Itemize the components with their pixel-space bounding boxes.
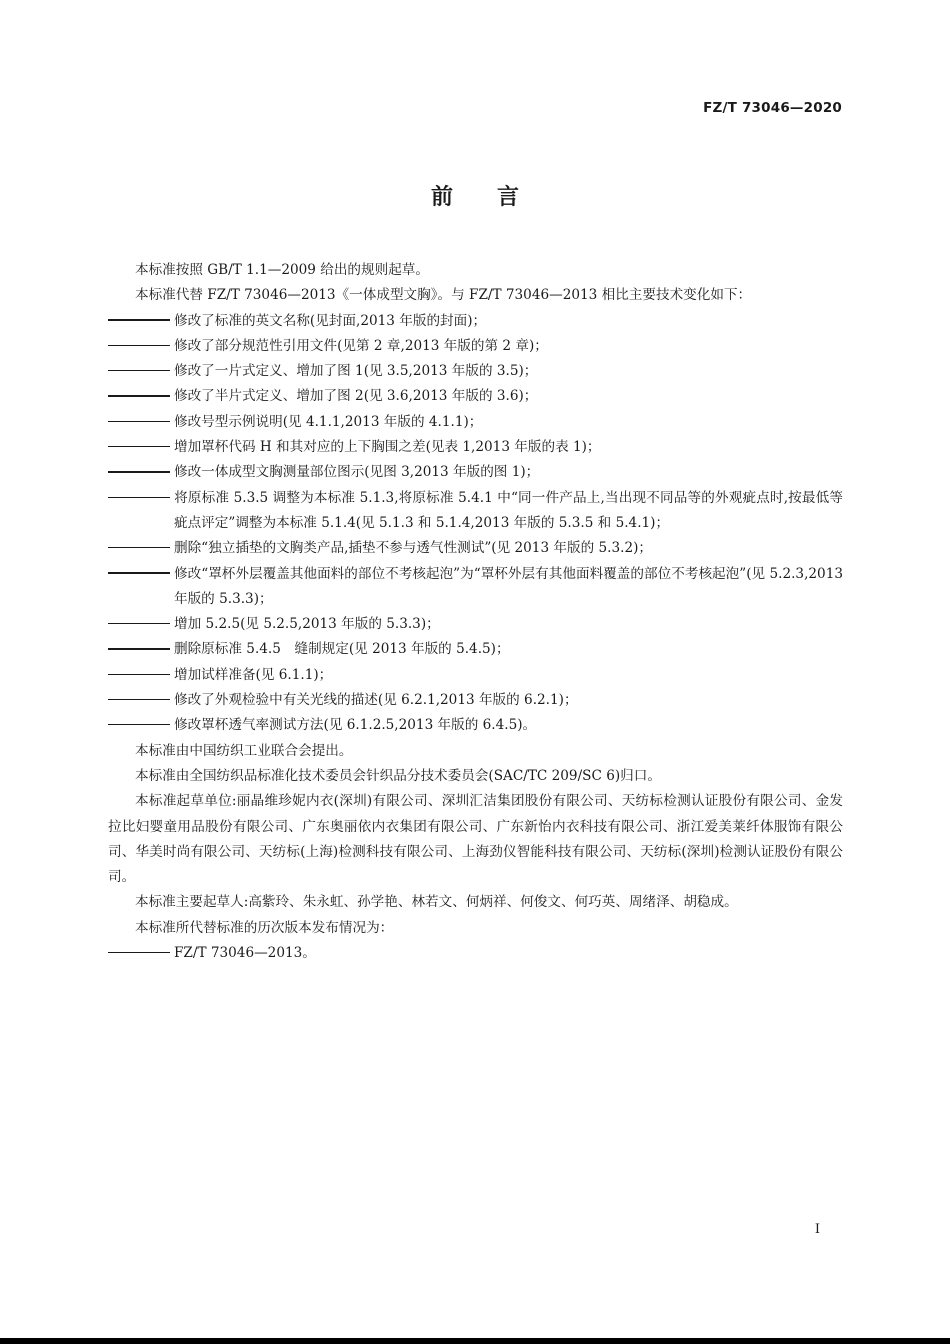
change-text: 将原标准 5.3.5 调整为本标准 5.1.3,将原标准 5.4.1 中“同一件产品上,当出现不同品等的外观疵点时,按最低等疵点评定”调整为本标准 5.1.4(见 5.1.3 和 5.1.4,2013 年版的 5.3.5 和 5.4.1)； (174, 489, 843, 531)
dash-marker (108, 663, 174, 688)
change-text: 修改了半片式定义、增加了图 2(见 3.6,2013 年版的 3.6)； (174, 388, 538, 405)
dash-marker (108, 486, 174, 511)
change-item (108, 562, 843, 613)
standard-code: FZ/T 73046—2020 (703, 100, 842, 116)
change-item (108, 384, 843, 409)
change-item (108, 435, 843, 460)
paragraph: 本标准所代替标准的历次版本发布情况为： (135, 919, 394, 936)
change-text: 修改一体成型文胸测量部位图示(见图 3,2013 年版的图 1)； (174, 464, 540, 481)
change-item (108, 688, 843, 713)
change-text: 增加罩杯代码 H 和其对应的上下胸围之差(见表 1,2013 年版的表 1)； (174, 439, 601, 456)
change-item (108, 637, 843, 662)
dash-marker (108, 460, 174, 485)
change-item (108, 309, 843, 334)
change-text: 修改了部分规范性引用文件(见第 2 章,2013 年版的第 2 章)； (174, 337, 548, 354)
foreword-body (108, 258, 843, 966)
change-item (108, 460, 843, 485)
dash-marker (108, 435, 174, 460)
paragraph: 本标准起草单位:丽晶维珍妮内衣(深圳)有限公司、深圳汇洁集团股份有限公司、天纺标检测认证股份有限公司、金发拉比妇婴童用品股份有限公司、广东奥丽依内衣集团有限公司、广东新怡内衣科技有限公司、浙江爱美莱纤体服饰有限公司、华美时尚有限公司、天纺标(上海)检测科技有限公司、上海劲仪智能科技有限公司、天纺标(深圳)检测认证股份有限公司。 (108, 793, 843, 886)
change-text: 增加 5.2.5(见 5.2.5,2013 年版的 5.3.3)； (174, 616, 440, 633)
change-item (108, 536, 843, 561)
dash-marker (108, 334, 174, 359)
page-number: I (814, 1222, 820, 1237)
change-item (108, 486, 843, 537)
change-text: 修改罩杯透气率测试方法(见 6.1.2.5,2013 年版的 6.4.5)。 (174, 717, 537, 734)
dash-marker (108, 536, 174, 561)
change-item (108, 359, 843, 384)
dash-marker (108, 359, 174, 384)
bottom-border (0, 1338, 950, 1344)
dash-marker (108, 309, 174, 334)
history-text: FZ/T 73046—2013。 (174, 945, 316, 962)
dash-marker (108, 384, 174, 409)
page-title (0, 180, 950, 211)
paragraph: 本标准由全国纺织品标准化技术委员会针织品分技术委员会(SAC/TC 209/SC 6)归口。 (135, 767, 661, 784)
history-item (108, 941, 843, 966)
dash-marker (108, 410, 174, 435)
title-char-2: 言 (497, 185, 520, 210)
change-text: 增加试样准备(见 6.1.1)； (174, 666, 333, 683)
change-text: 修改了标准的英文名称(见封面,2013 年版的封面)； (174, 312, 487, 329)
paragraph: 本标准按照 GB/T 1.1—2009 给出的规则起草。 (135, 262, 429, 278)
dash-marker (108, 688, 174, 713)
paragraph: 本标准由中国纺织工业联合会提出。 (135, 742, 353, 759)
change-text: 修改了外观检验中有关光线的描述(见 6.2.1,2013 年版的 6.2.1)； (174, 692, 578, 709)
change-item (108, 334, 843, 359)
dash-marker (108, 612, 174, 637)
dash-marker (108, 562, 174, 587)
change-item (108, 410, 843, 435)
paragraph: 本标准代替 FZ/T 73046—2013《一体成型文胸》。与 FZ/T 73046—2013 相比主要技术变化如下： (135, 287, 752, 304)
dash-marker (108, 713, 174, 738)
change-text: 修改“罩杯外层覆盖其他面料的部位不考核起泡”为“罩杯外层有其他面料覆盖的部位不考核起泡”(见 5.2.3,2013 年版的 5.3.3)； (174, 565, 843, 607)
change-text: 修改了一片式定义、增加了图 1(见 3.5,2013 年版的 3.5)； (174, 363, 538, 380)
change-item (108, 713, 843, 738)
change-text: 删除“独立插垫的文胸类产品,插垫不参与透气性测试”(见 2013 年版的 5.3.2)； (174, 540, 653, 557)
title-char-1: 前 (430, 185, 453, 210)
change-item (108, 663, 843, 688)
paragraph: 本标准主要起草人:高紫玲、朱永虹、孙学艳、林若文、何炳祥、何俊文、何巧英、周绪泽、胡稳成。 (135, 894, 738, 911)
dash-marker (108, 637, 174, 662)
change-text: 修改号型示例说明(见 4.1.1,2013 年版的 4.1.1)； (174, 413, 483, 430)
change-item (108, 612, 843, 637)
dash-marker (108, 941, 174, 966)
change-text: 删除原标准 5.4.5 缝制规定(见 2013 年版的 5.4.5)； (174, 641, 510, 658)
